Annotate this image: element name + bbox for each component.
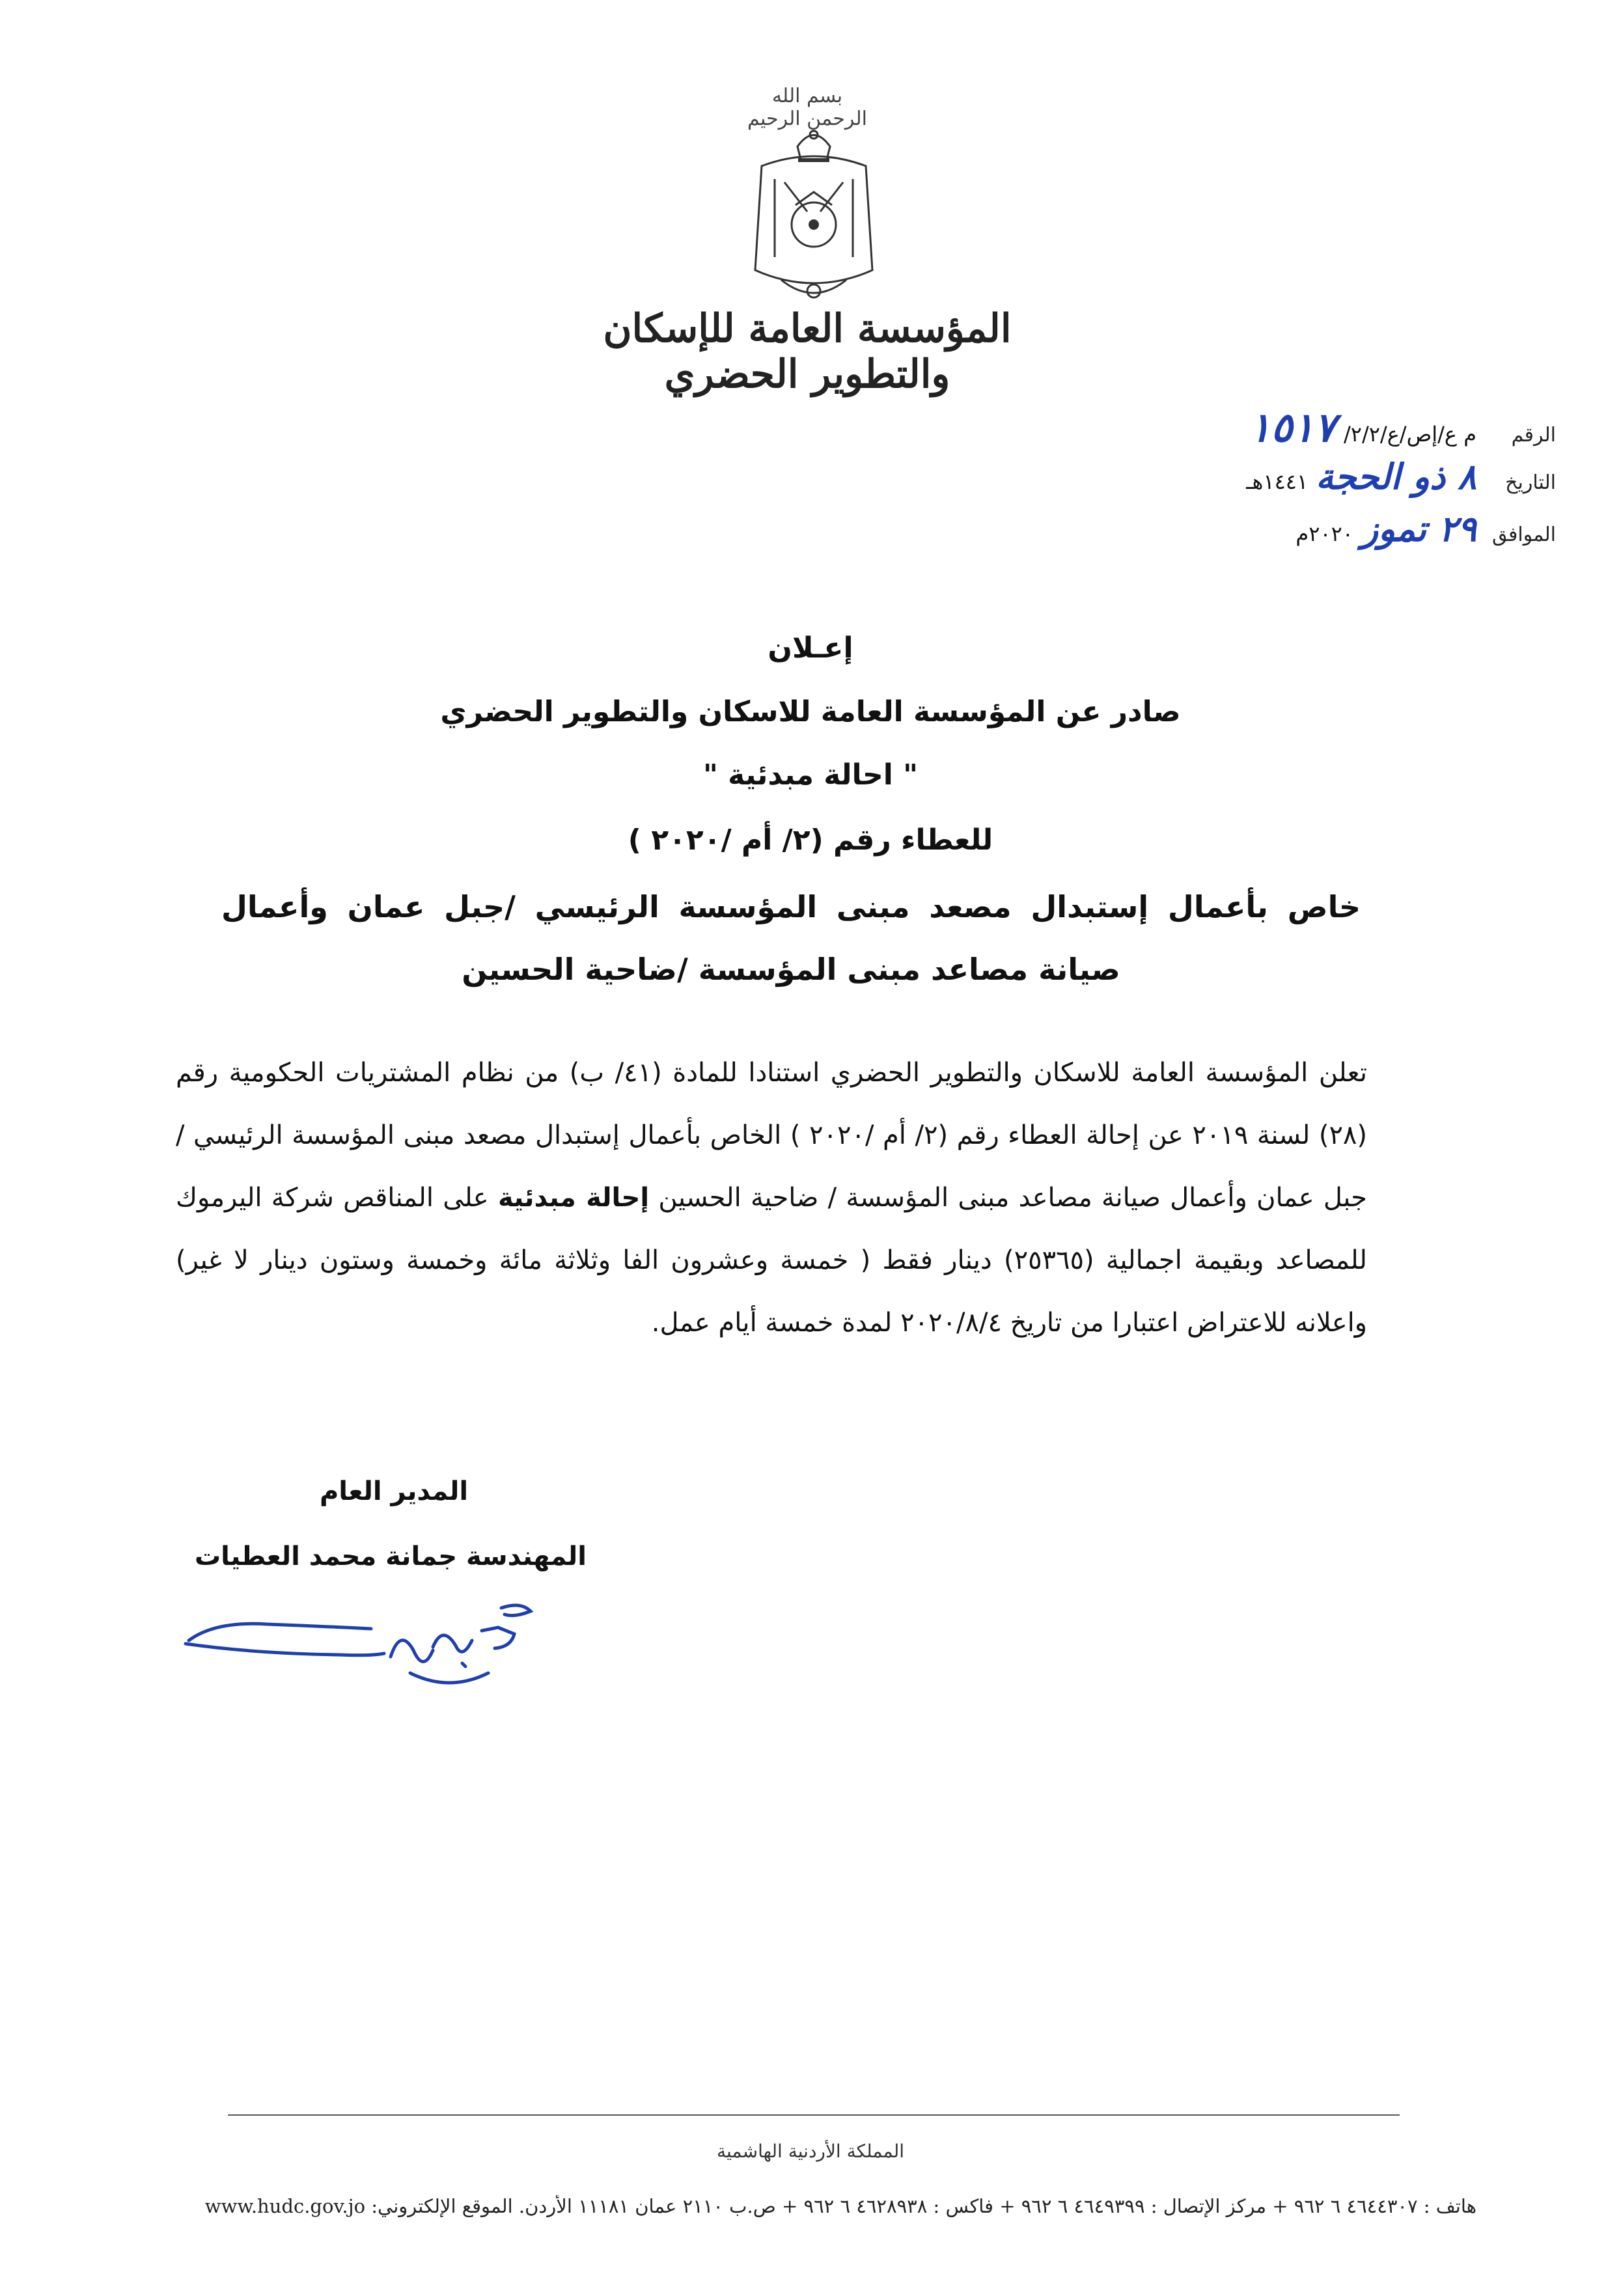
gregorian-date-suffix: ٢٠٢٠م: [1295, 521, 1353, 546]
reference-number-row: [1249, 404, 1556, 451]
handwritten-signature: [176, 1588, 540, 1706]
tender-heading: للعطاء رقم (٢/ أم /٢٠٢٠ ): [628, 823, 993, 857]
signatory-name: المهندسة جمانة محمد العطيات: [194, 1542, 587, 1571]
hijri-date-suffix: ١٤٤١هـ: [1246, 469, 1309, 494]
footer-contact: [148, 2195, 1476, 2217]
footer-divider: [228, 2114, 1400, 2116]
reference-number-handwritten: ١٥١٧: [1249, 404, 1336, 451]
announcement-body: [176, 1042, 1367, 1354]
gregorian-date-handwritten: ٢٩ تموز: [1361, 508, 1476, 549]
signatory-title: المدير العام: [319, 1476, 469, 1506]
gregorian-date-row: [1295, 508, 1556, 549]
gregorian-date-label: الموافق: [1491, 523, 1556, 546]
body-text-bold: إحالة مبدئية: [497, 1183, 650, 1213]
hijri-date-row: [1246, 456, 1556, 497]
jordan-coat-of-arms-icon: [736, 120, 892, 316]
type-heading: " احالة مبدئية ": [702, 758, 919, 792]
announcement-heading: إعـلان: [768, 631, 853, 665]
footer-website-link[interactable]: www.hudc.gov.jo: [204, 2195, 366, 2217]
reference-number-label: الرقم: [1511, 424, 1556, 447]
issuer-heading: صادر عن المؤسسة العامة للاسكان والتطوير الحضري: [440, 695, 1181, 728]
footer-country: المملكة الأردنية الهاشمية: [716, 2140, 905, 2162]
body-text-part1: تعلن المؤسسة العامة للاسكان والتطوير الحضري استنادا للمادة (٤١/ ب) من نظام المشتريات الحكومية رقم (٢٨) لسنة ٢٠١٩ عن إحالة العطاء رقم (٢/ أم /٢٠٢٠ ) الخاص بأعمال إستبدال مصعد مبنى المؤسسة الرئيسي / جبل عمان وأعمال صيانة مصاعد مبنى المؤسسة / ضاحية الحسين: [176, 1058, 1368, 1213]
hijri-date-handwritten: ٨ ذو الحجة: [1316, 456, 1476, 497]
reference-number-prefix: م ع/إص/ع/٢/٢/: [1343, 422, 1476, 447]
body-text-part2: على المناقص شركة اليرموك للمصاعد وبقيمة اجمالية (٢٥٣٦٥) دينار فقط ( خمسة وعشرون الفا وثلاثة مائة وخمسة وستون دينار لا غير) واعلانه للاعتراض اعتبارا من تاريخ ٢٠٢٠/٨/٤ لمدة خمسة أيام عمل.: [176, 1183, 1367, 1338]
hijri-date-label: التاريخ: [1505, 471, 1556, 494]
basmala: بسم الله الرحمن الرحيم: [747, 85, 867, 130]
organization-name: المؤسسة العامة للإسكان والتطوير الحضري: [603, 306, 1012, 397]
footer-contact-text: هاتف : ٤٦٤٤٣٠٧ ٦ ٩٦٢ + مركز الإتصال : ٤٦٤٩٣٩٩ ٦ ٩٦٢ + فاكس : ٤٦٢٨٩٣٨ ٦ ٩٦٢ + ص.ب ٢١١٠ عمان ١١١٨١ الأردن. الموقع الإلكتروني:: [365, 2195, 1476, 2217]
subject-heading: خاص بأعمال إستبدال مصعد مبنى المؤسسة الرئيسي /جبل عمان وأعمال صيانة مصاعد مبنى المؤسسة /ضاحية الحسين: [221, 889, 1361, 987]
